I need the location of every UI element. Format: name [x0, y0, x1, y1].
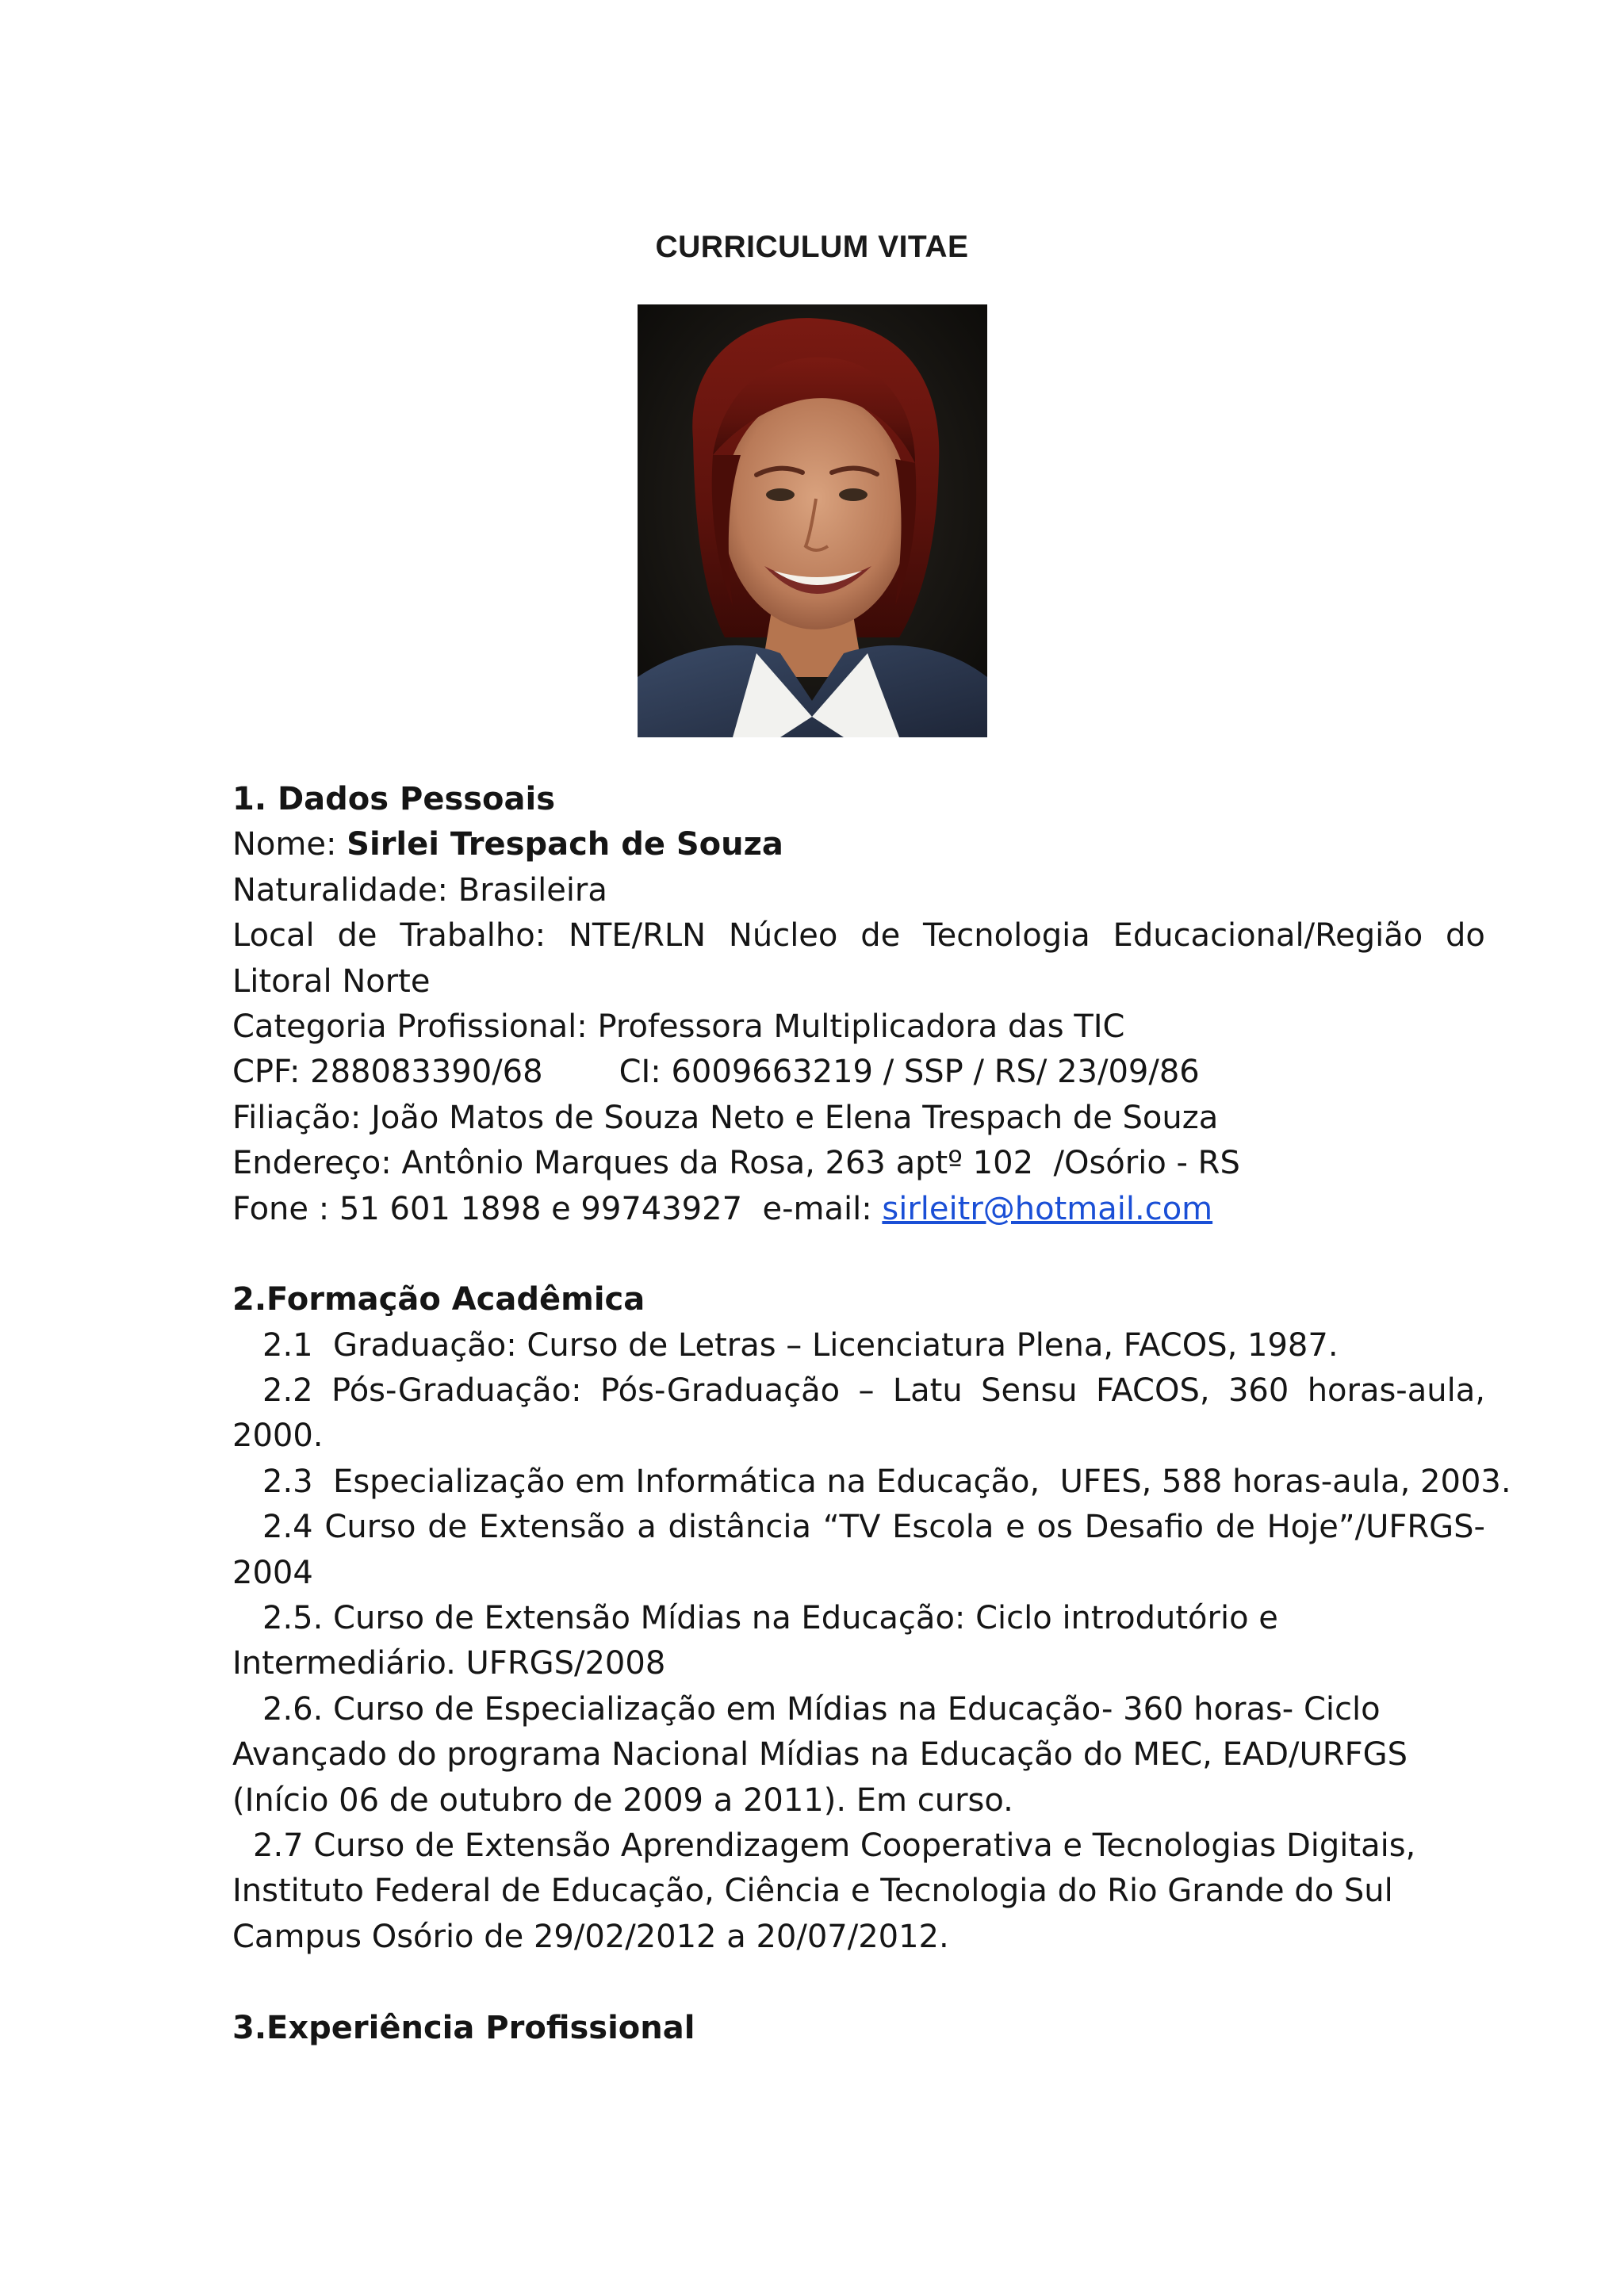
formacao-item-2-2	[232, 1368, 1485, 1414]
item-word: Hoje”/UFRGS-	[1266, 1509, 1485, 1546]
formacao-item-2-5-cont: Intermediário. UFRGS/2008	[232, 1645, 666, 1682]
local-word: Núcleo	[728, 917, 838, 955]
item-word: FACOS,	[1096, 1372, 1210, 1410]
item-word: Escola	[892, 1509, 994, 1546]
formacao-item-2-1: 2.1 Graduação: Curso de Letras – Licenciatura Plena, FACOS, 1987.	[262, 1326, 1339, 1364]
item-word: a	[637, 1509, 657, 1546]
local-word: Local	[232, 917, 315, 955]
local-word: Educacional/Região	[1113, 917, 1423, 955]
local-word: de	[860, 917, 901, 955]
section-heading-formacao: 2.Formação Acadêmica	[232, 1281, 645, 1318]
item-word: distância	[668, 1509, 812, 1546]
item-word: horas-aula,	[1307, 1372, 1485, 1410]
formacao-item-2-7-cont-2: Campus Osório de 29/02/2012 a 20/07/2012.	[232, 1918, 949, 1955]
item-word: Latu	[892, 1372, 963, 1410]
page-title: CURRICULUM VITAE	[655, 230, 969, 264]
section-heading-experiencia: 3.Experiência Profissional	[232, 2009, 695, 2046]
local-trabalho-line-2: Litoral Norte	[232, 962, 431, 1000]
local-word: de	[337, 917, 377, 955]
formacao-item-2-4	[232, 1505, 1485, 1550]
item-word: Desafio	[1084, 1509, 1205, 1546]
item-word: Pós-Graduação:	[331, 1372, 582, 1410]
formacao-item-2-3: 2.3 Especialização em Informática na Educação, UFES, 588 horas-aula, 2003.	[262, 1463, 1511, 1500]
item-word: “TV	[822, 1509, 881, 1546]
formacao-item-2-7-cont: Instituto Federal de Educação, Ciência e Tecnologia do Rio Grande do Sul	[232, 1873, 1393, 1910]
section-heading-dados-pessoais: 1. Dados Pessoais	[232, 781, 556, 817]
local-word: NTE/RLN	[568, 917, 707, 955]
item-word: de	[1215, 1509, 1255, 1546]
cv-content	[232, 777, 1511, 2051]
portrait-photo	[638, 304, 987, 737]
item-word: 2.4	[262, 1509, 313, 1546]
item-word: 2.2	[262, 1372, 313, 1410]
formacao-item-2-6-cont-2: (Início 06 de outubro de 2009 a 2011). Em curso.	[232, 1781, 1013, 1819]
ci-value: CI: 6009663219 / SSP / RS/ 23/09/86	[619, 1054, 1200, 1091]
formacao-item-2-6: 2.6. Curso de Especialização em Mídias na Educação- 360 horas- Ciclo	[262, 1690, 1381, 1728]
filiacao-line: Filiação: João Matos de Souza Neto e Elena Trespach de Souza	[232, 1099, 1219, 1136]
nome-value: Sirlei Trespach de Souza	[347, 826, 783, 863]
formacao-item-2-5: 2.5. Curso de Extensão Mídias na Educação: Ciclo introdutório e	[262, 1600, 1278, 1637]
item-word: 360	[1228, 1372, 1289, 1410]
local-word: Trabalho:	[400, 917, 546, 955]
formacao-item-2-2-cont: 2000.	[232, 1418, 324, 1455]
cpf-ci-line	[232, 1050, 1485, 1095]
item-word: os	[1036, 1509, 1073, 1546]
formacao-item-2-6-cont: Avançado do programa Nacional Mídias na Educação do MEC, EAD/URFGS	[232, 1736, 1408, 1774]
local-word: Tecnologia	[923, 917, 1090, 955]
formacao-item-2-7: 2.7 Curso de Extensão Aprendizagem Cooperativa e Tecnologias Digitais,	[253, 1827, 1416, 1864]
nome-label: Nome:	[232, 826, 337, 863]
endereco-line: Endereço: Antônio Marques da Rosa, 263 aptº 102 /Osório - RS	[232, 1145, 1240, 1182]
item-word: –	[858, 1372, 875, 1410]
naturalidade-line: Naturalidade: Brasileira	[232, 871, 607, 909]
categoria-line: Categoria Profissional: Professora Multiplicadora das TIC	[232, 1008, 1125, 1045]
item-word: Pós-Graduação	[599, 1372, 841, 1410]
item-word: e	[1005, 1509, 1025, 1546]
cpf-value: CPF: 288083390/68	[232, 1054, 543, 1091]
nome-line	[232, 822, 1485, 867]
formacao-item-2-4-cont: 2004	[232, 1554, 313, 1591]
fone-value: Fone : 51 601 1898 e 99743927 e-mail:	[232, 1190, 883, 1227]
local-word: do	[1446, 917, 1485, 955]
email-link[interactable]: sirleitr@hotmail.com	[882, 1190, 1213, 1227]
item-word: de	[427, 1509, 468, 1546]
local-trabalho-line	[232, 913, 1485, 959]
fone-email-line	[232, 1187, 1485, 1232]
item-word: Curso	[324, 1509, 416, 1546]
item-word: Extensão	[479, 1509, 626, 1546]
item-word: Sensu	[981, 1372, 1078, 1410]
